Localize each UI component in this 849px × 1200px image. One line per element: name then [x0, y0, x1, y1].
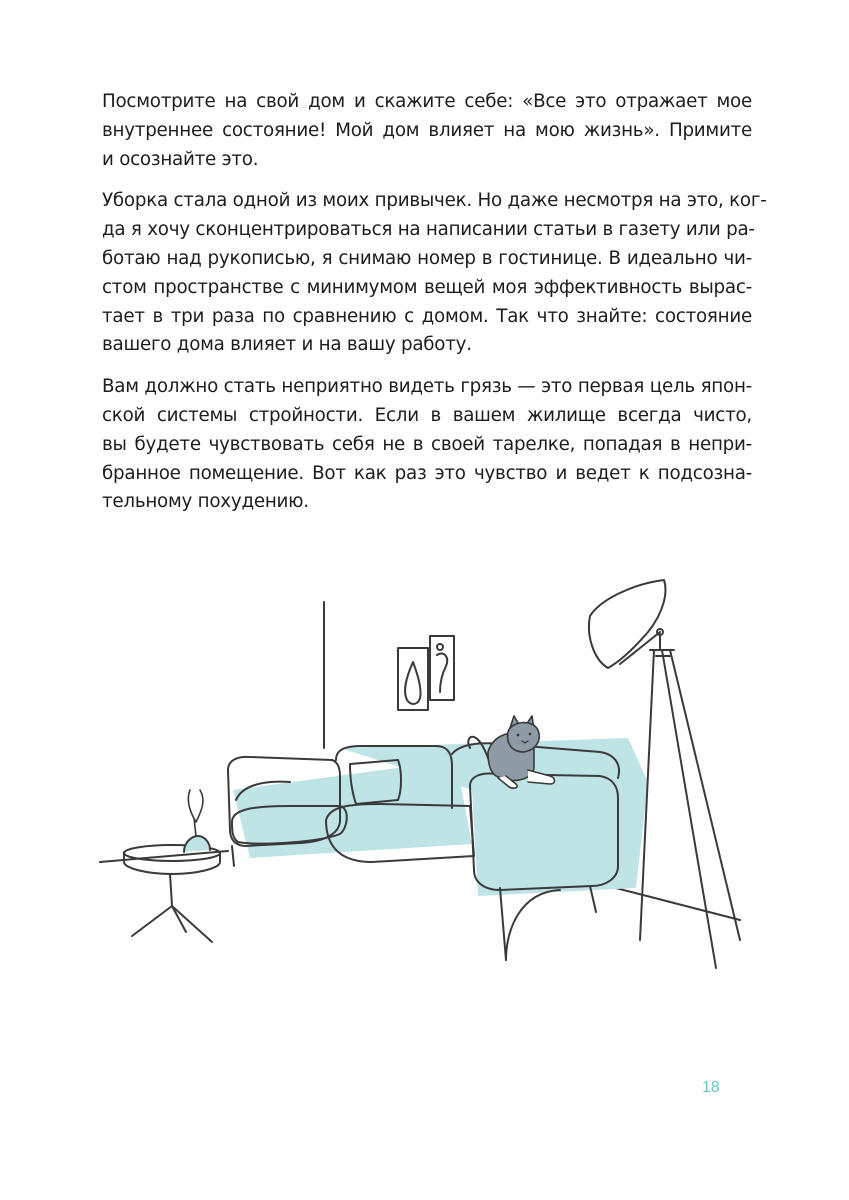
text-line: Посмотрите на свой дом и скажите себе: «Все это отражает мое: [102, 91, 752, 112]
body-text: [102, 88, 767, 517]
text-line: стом пространстве с минимумом вещей моя эффективность вырас-: [102, 276, 752, 298]
text-line: тельному похудению.: [102, 491, 309, 513]
living-room-illustration: [98, 572, 748, 972]
paragraph-1: [102, 88, 752, 174]
text-line: тает в три раза по сравнению с домом. Так что знайте: состояние: [102, 305, 752, 327]
text-line: Уборка стала одной из моих привычек. Но даже несмотря на это, ког-: [102, 190, 767, 212]
floor-line-right: [608, 886, 740, 920]
text-line: ботаю над рукописью, я снимаю номер в гостинице. В идеально чи-: [102, 247, 752, 269]
wall-art: [398, 636, 454, 710]
paragraph-2: [102, 187, 767, 360]
text-line: бранное помещение. Вот как раз это чувство и ведет к подсозна-: [102, 462, 752, 484]
paragraph-3: [102, 373, 752, 517]
text-line: вы будете чувствовать себя не в своей тарелке, попадая в непри-: [102, 433, 752, 455]
text-line: ской системы стройности. Если в вашем жилище всегда чисто,: [102, 404, 752, 426]
text-line: да я хочу сконцентрироваться на написании статьи в газету или ра-: [102, 219, 755, 241]
side-table: [124, 790, 220, 942]
sofa-color-fill: [233, 738, 648, 896]
page-number: 18: [702, 1079, 720, 1096]
text-line: Вам должно стать неприятно видеть грязь — это первая цель япон-: [102, 376, 752, 398]
text-line: и осознайте это.: [102, 148, 259, 170]
text-line: внутреннее состояние! Мой дом влияет на мою жизнь». Примите: [102, 119, 752, 141]
text-line: вашего дома влияет и на вашу работу.: [102, 334, 472, 356]
